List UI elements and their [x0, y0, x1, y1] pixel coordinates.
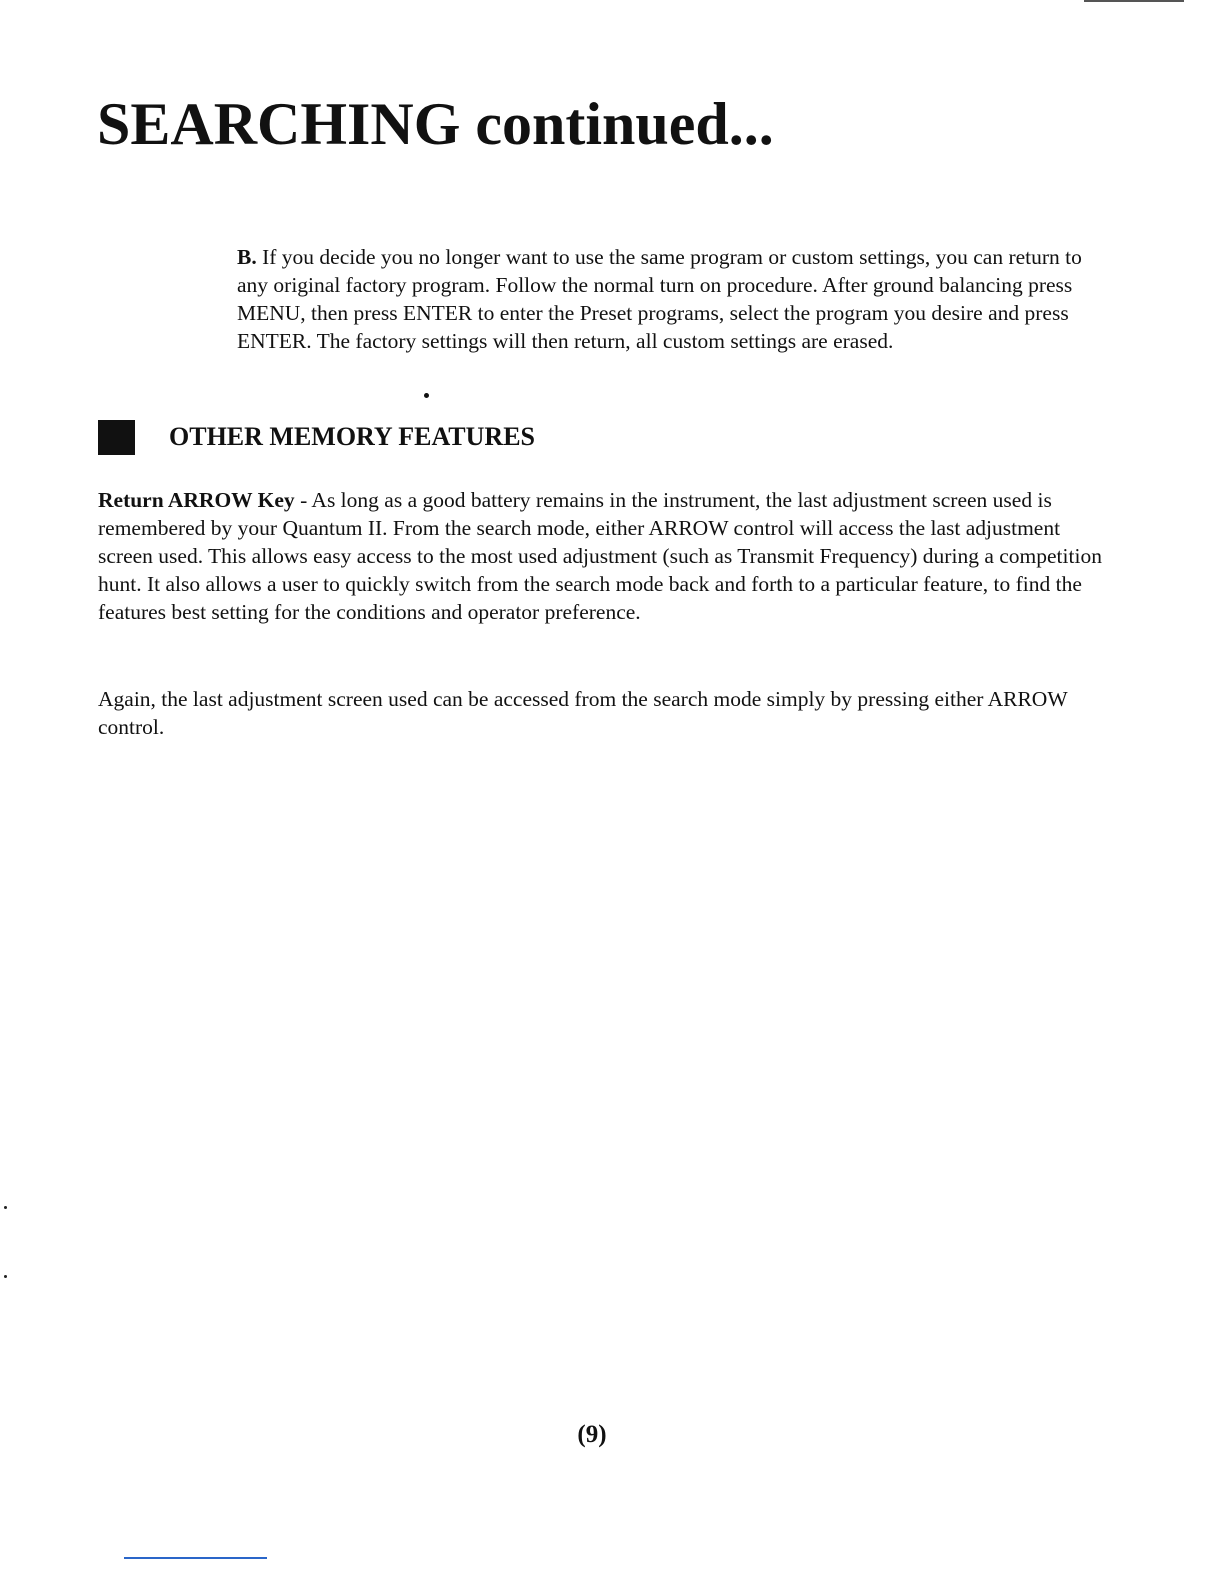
return-arrow-text: - As long as a good battery remains in the instrument, the last adjustment screen used is remembered by your Quantum II. From the search mode, either ARROW control will access the last adjustment screen used. This allows easy access to the most used adjustment (such as Transmit Frequency) during a competition hunt. It also allows a user to quickly switch from the search mode back and forth to a particular feature, to find the features best setting for the conditions and operator preference.: [98, 488, 1102, 624]
section-b-label: B.: [237, 245, 257, 269]
again-paragraph: Again, the last adjustment screen used can be accessed from the search mode simply by pressing either ARROW control.: [98, 687, 1068, 739]
section-b-text: If you decide you no longer want to use the same program or custom settings, you can return to any original factory program. Follow the normal turn on procedure. After ground balancing press MENU, then press ENTER to enter the Preset programs, select the program you desire and press ENTER. The factory settings will then return, all custom settings are erased.: [237, 245, 1082, 353]
margin-dot: [4, 1206, 7, 1209]
return-arrow-label: Return ARROW Key: [98, 488, 295, 512]
section-bullet-square-icon: [98, 420, 135, 455]
margin-dot: [4, 1275, 7, 1278]
page-number: (9): [577, 1421, 607, 1448]
section-b-paragraph: [237, 243, 1107, 355]
page-title: SEARCHING continued...: [97, 91, 774, 157]
other-memory-heading: OTHER MEMORY FEATURES: [169, 422, 535, 451]
bottom-scan-rule: [124, 1557, 267, 1559]
stray-dot: [424, 393, 429, 398]
return-arrow-paragraph: [98, 486, 1103, 626]
top-scan-rule: [1084, 0, 1184, 2]
other-memory-heading-row: [98, 419, 535, 455]
